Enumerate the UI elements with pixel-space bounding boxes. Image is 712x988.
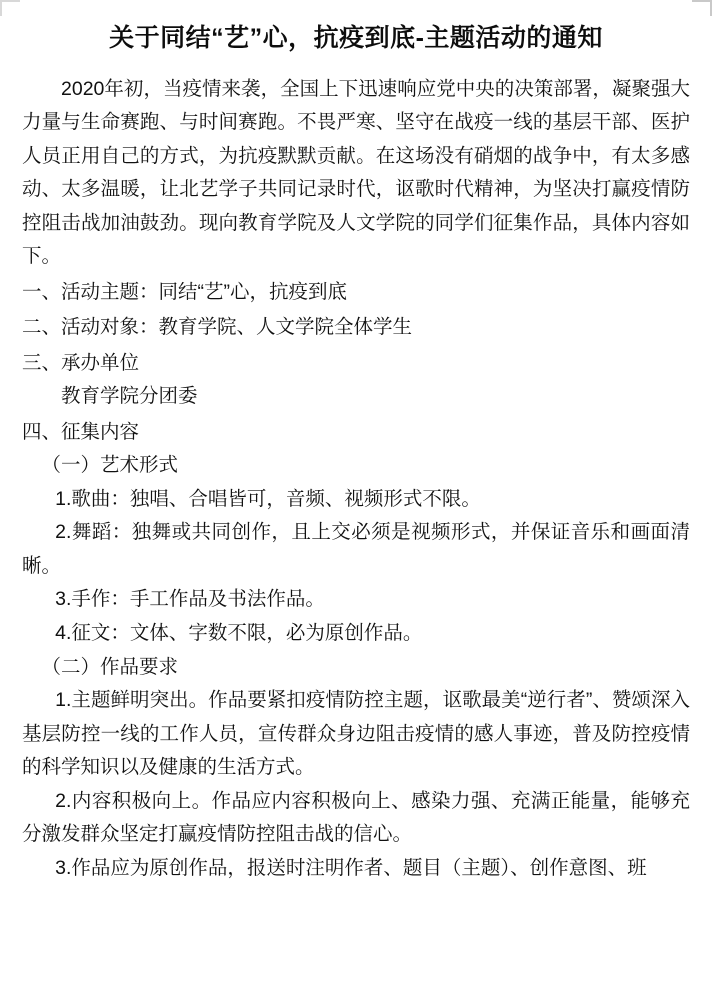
requirement-item-1: 1.主题鲜明突出。作品要紧扣疫情防控主题，讴歌最美“逆行者”、赞颂深入基层防控一线的工作人员，宣传群众身边阻击疫情的感人事迹，普及防控疫情的科学知识以及健康的生活方式。 [22, 689, 690, 779]
art-item-3: 3.手作：手工作品及书法作品。 [55, 588, 325, 611]
crop-mark-right [692, 0, 712, 16]
art-item-4: 4.征文：文体、字数不限，必为原创作品。 [55, 622, 423, 644]
page-title: 关于同结“艺”心，抗疫到底-主题活动的通知 [109, 24, 603, 52]
section-3-body: 教育学院分团委 [61, 385, 198, 408]
section-heading-4: 四、征集内容 [22, 420, 140, 443]
art-item-1: 1.歌曲：独唱、合唱皆可，音频、视频形式不限。 [55, 487, 481, 510]
requirement-item-3: 3.作品应为原创作品，报送时注明作者、题目（主题）、创作意图、班 [55, 856, 647, 879]
crop-mark-left [0, 0, 20, 16]
document-body [22, 73, 690, 886]
art-item-2: 2.舞蹈：独舞或共同创作，且上交必须是视频形式，并保证音乐和画面清晰。 [22, 521, 690, 577]
section-heading-1: 一、活动主题：同结“艺”心，抗疫到底 [22, 280, 347, 303]
requirement-item-2: 2.内容积极向上。作品应内容积极向上、感染力强、充满正能量，能够充分激发群众坚定打赢疫情防控阻击战的信心。 [22, 789, 690, 846]
section-heading-2: 二、活动对象：教育学院、人文学院全体学生 [22, 316, 413, 339]
subsection-heading-work-requirements: （二）作品要求 [41, 655, 179, 678]
subsection-heading-art-forms: （一）艺术形式 [41, 454, 179, 477]
section-heading-3: 三、承办单位 [22, 351, 140, 374]
intro-paragraph: 2020年初，当疫情来袭，全国上下迅速响应党中央的决策部署，凝聚强大力量与生命赛跑、与时间赛跑。不畏严寒、坚守在战疫一线的基层干部、医护人员正用自己的方式，为抗疫默默贡献。在这场没有硝烟的战争中，有太多感动、太多温暖，让北艺学子共同记录时代，讴歌时代精神，为坚决打赢疫情防控阻击战加油鼓劲。现向教育学院及人文学院的同学们征集作品，具体内容如下。 [22, 77, 690, 268]
